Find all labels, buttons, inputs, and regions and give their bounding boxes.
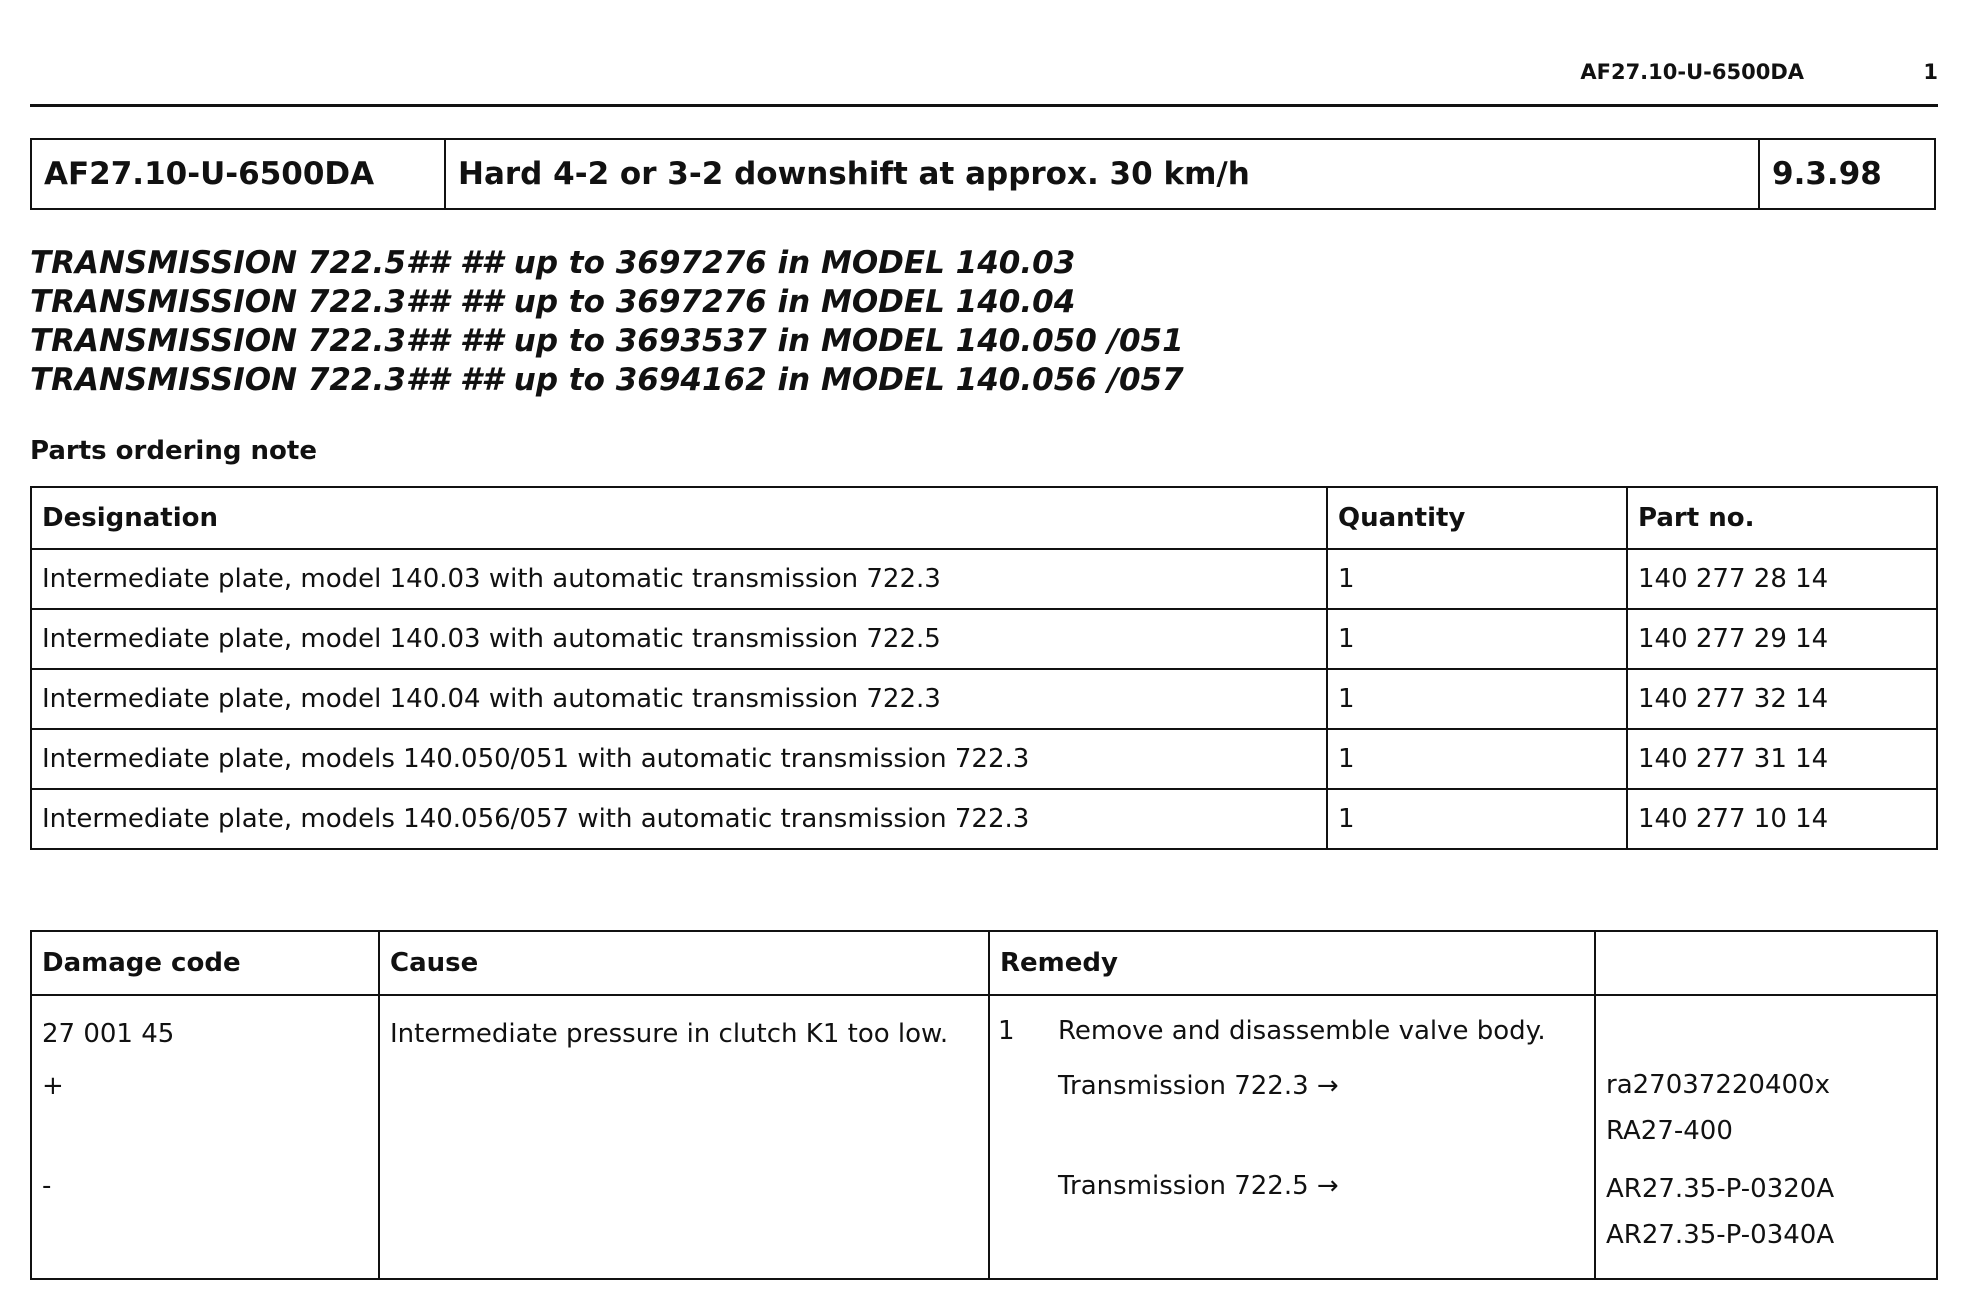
column-header-reference xyxy=(1595,931,1937,995)
plus-sign: + xyxy=(42,1071,64,1101)
cell-part-no: 140 277 28 14 xyxy=(1627,549,1937,609)
cell-quantity: 1 xyxy=(1327,789,1627,849)
table-row xyxy=(31,995,1937,1279)
parts-ordering-note-heading: Parts ordering note xyxy=(30,436,317,466)
cell-designation: Intermediate plate, models 140.050/051 with automatic transmission 722.3 xyxy=(31,729,1327,789)
table-header-row xyxy=(31,931,1937,995)
document-title: Hard 4-2 or 3-2 downshift at approx. 30 km/h xyxy=(446,140,1760,208)
cell-part-no: 140 277 29 14 xyxy=(1627,609,1937,669)
table-row xyxy=(31,729,1937,789)
reference-link[interactable]: ra27037220400x xyxy=(1606,1070,1830,1100)
transmission-line: TRANSMISSION 722.3## ## up to 3693537 in MODEL 140.050 /051 xyxy=(30,323,1184,359)
reference-link[interactable]: RA27-400 xyxy=(1606,1116,1733,1146)
cause-cell xyxy=(379,995,989,1279)
column-header-part-no: Part no. xyxy=(1627,487,1937,549)
transmission-line: TRANSMISSION 722.5## ## up to 3697276 in MODEL 140.03 xyxy=(30,245,1076,281)
column-header-quantity: Quantity xyxy=(1327,487,1627,549)
cell-designation: Intermediate plate, model 140.04 with automatic transmission 722.3 xyxy=(31,669,1327,729)
remedy-transmission-b: Transmission 722.5 → xyxy=(1058,1171,1339,1201)
remedy-cell xyxy=(989,995,1595,1279)
header-doc-code: AF27.10-U-6500DA xyxy=(1580,60,1804,84)
remedy-transmission-a: Transmission 722.3 → xyxy=(1058,1071,1339,1101)
damage-code: 27 001 45 xyxy=(42,1019,175,1049)
cause-text: Intermediate pressure in clutch K1 too low. xyxy=(390,1019,949,1049)
table-row xyxy=(31,789,1937,849)
document-date: 9.3.98 xyxy=(1772,156,1882,192)
column-header-remedy: Remedy xyxy=(989,931,1595,995)
damage-table xyxy=(30,930,1938,1280)
remedy-step xyxy=(998,1008,1594,1060)
column-header-designation: Designation xyxy=(31,487,1327,549)
cell-part-no: 140 277 31 14 xyxy=(1627,729,1937,789)
cell-designation: Intermediate plate, model 140.03 with automatic transmission 722.3 xyxy=(31,549,1327,609)
table-row xyxy=(31,549,1937,609)
transmission-line: TRANSMISSION 722.3## ## up to 3694162 in MODEL 140.056 /057 xyxy=(30,362,1184,398)
table-row xyxy=(31,609,1937,669)
cell-part-no: 140 277 10 14 xyxy=(1627,789,1937,849)
cell-quantity: 1 xyxy=(1327,669,1627,729)
minus-sign: - xyxy=(42,1171,52,1201)
damage-code-cell xyxy=(31,995,379,1279)
title-box xyxy=(30,138,1936,210)
cell-designation: Intermediate plate, model 140.03 with automatic transmission 722.5 xyxy=(31,609,1327,669)
cell-part-no: 140 277 32 14 xyxy=(1627,669,1937,729)
cell-designation: Intermediate plate, models 140.056/057 with automatic transmission 722.3 xyxy=(31,789,1327,849)
page-number: 1 xyxy=(1923,60,1938,84)
page-header xyxy=(30,56,1938,107)
transmission-list xyxy=(30,244,1184,400)
document-code: AF27.10-U-6500DA xyxy=(32,140,446,208)
column-header-cause: Cause xyxy=(379,931,989,995)
table-row xyxy=(31,669,1937,729)
transmission-line: TRANSMISSION 722.3## ## up to 3697276 in MODEL 140.04 xyxy=(30,284,1076,320)
reference-link[interactable]: AR27.35-P-0320A xyxy=(1606,1174,1835,1204)
column-header-damage-code: Damage code xyxy=(31,931,379,995)
reference-cell xyxy=(1595,995,1937,1279)
cell-quantity: 1 xyxy=(1327,549,1627,609)
reference-link[interactable]: AR27.35-P-0340A xyxy=(1606,1220,1835,1250)
remedy-step-text: Remove and disassemble valve body. xyxy=(1058,1016,1546,1046)
cell-quantity: 1 xyxy=(1327,729,1627,789)
table-header-row xyxy=(31,487,1937,549)
parts-table xyxy=(30,486,1938,850)
remedy-step-number: 1 xyxy=(998,1016,1015,1046)
cell-quantity: 1 xyxy=(1327,609,1627,669)
